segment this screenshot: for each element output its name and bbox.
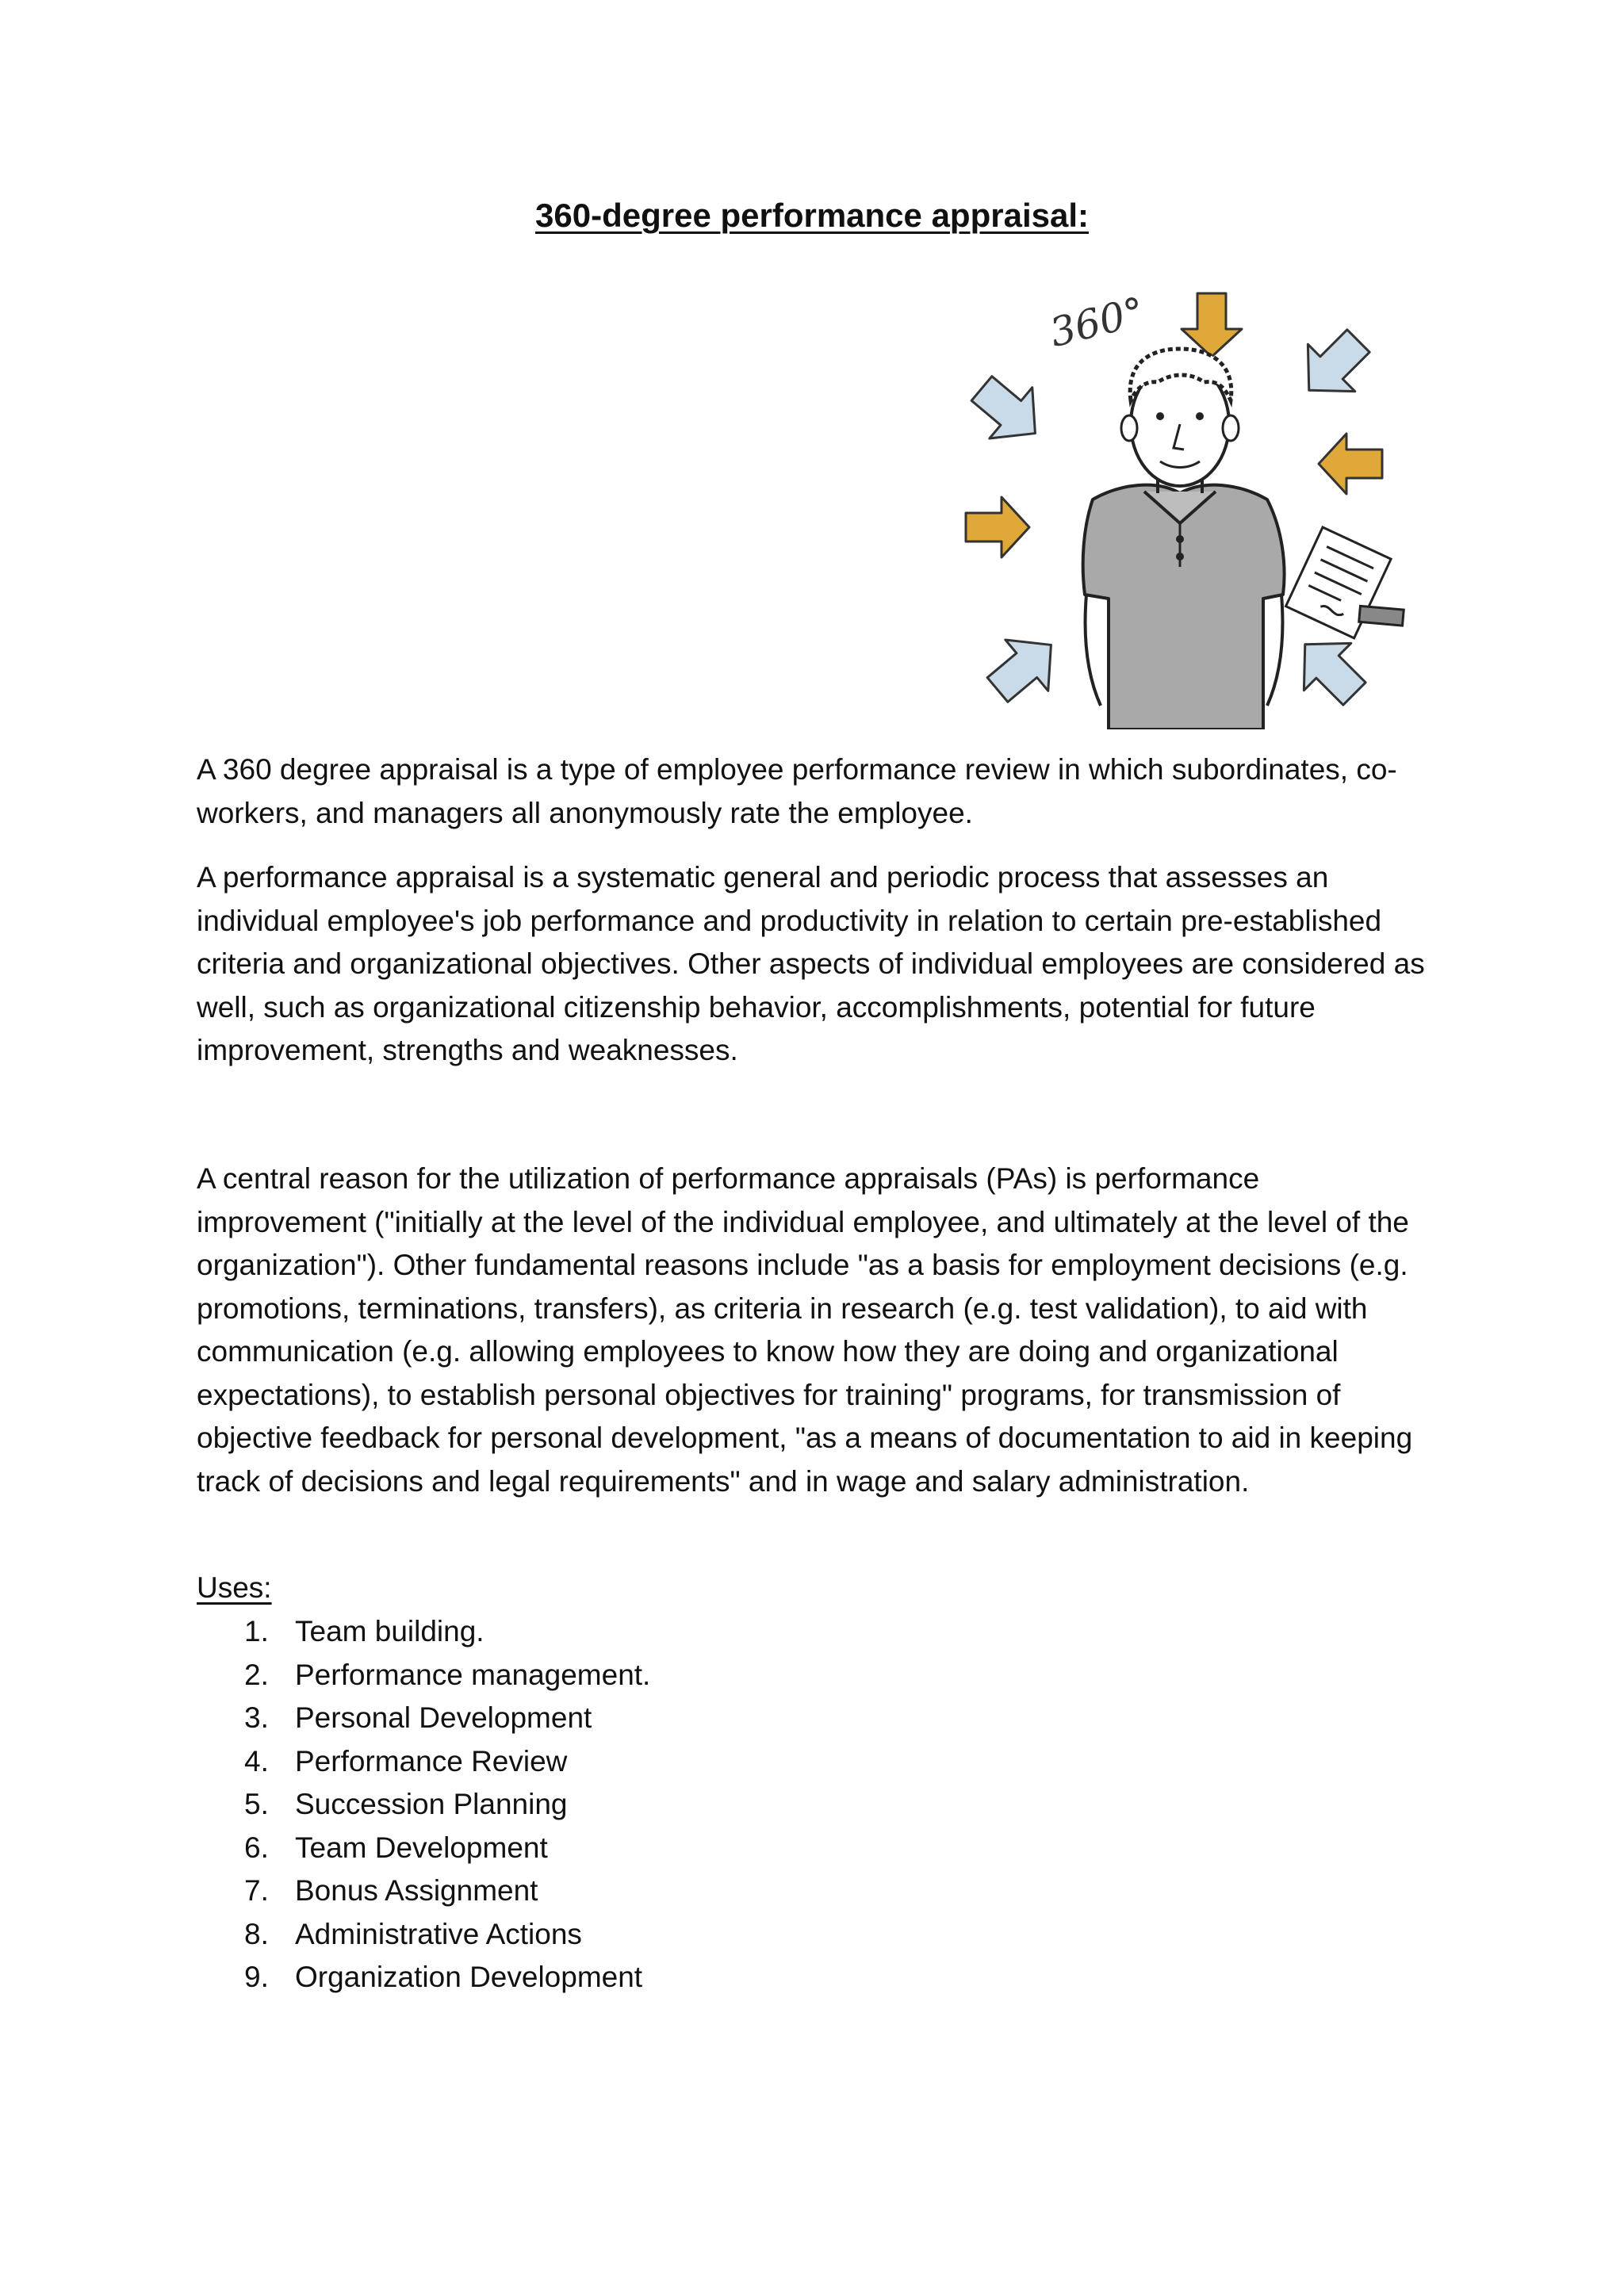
- list-item-text: Team Development: [295, 1831, 548, 1864]
- list-item: [197, 1869, 650, 1913]
- orange-arrow-right-icon: [1319, 434, 1382, 494]
- blue-arrow-top-right-icon: [1285, 317, 1382, 414]
- list-item-number: 3.: [244, 1701, 269, 1734]
- uses-list: [197, 1610, 650, 1999]
- blue-arrow-upper-left-icon: [960, 363, 1056, 459]
- list-item-number: 8.: [244, 1917, 269, 1950]
- uses-heading: Uses:: [197, 1571, 272, 1604]
- list-item-number: 6.: [244, 1831, 269, 1864]
- blue-arrow-lower-right-icon: [1281, 621, 1378, 718]
- person-figure: [1083, 349, 1285, 729]
- list-item: [197, 1913, 650, 1957]
- list-item: [197, 1654, 650, 1697]
- document-with-pen-icon: [1286, 527, 1427, 654]
- list-item: [197, 1783, 650, 1827]
- list-item-number: 9.: [244, 1961, 269, 1993]
- paragraph-reasons: A central reason for the utilization of performance appraisals (PAs) is performance improvement ("initially at the level of the individual employee, and ultimately at the level of the organization"). Other fundamental reasons include "as a basis for employment decisions (e.g. promotions, terminations, transfers), as criteria in research (e.g. test validation), to aid with communication (e.g. allowing employees to know how they are doing and organizational expectations), to establish personal objectives for training" programs, for transmission of objective feedback for personal development, "as a means of documentation to aid in keeping track of decisions and legal requirements" and in wage and salary administration.: [197, 1162, 1413, 1498]
- list-item-number: 5.: [244, 1788, 269, 1820]
- list-item-text: Performance Review: [295, 1744, 568, 1777]
- list-item-number: 4.: [244, 1744, 269, 1777]
- illustration-360-label: 360°: [1045, 288, 1150, 357]
- list-item: [197, 1740, 650, 1784]
- list-item-number: 7.: [244, 1874, 269, 1907]
- list-item-text: Administrative Actions: [295, 1917, 582, 1950]
- page-title: 360-degree performance appraisal:: [535, 197, 1089, 234]
- list-item-text: Bonus Assignment: [295, 1874, 538, 1907]
- list-item-text: Performance management.: [295, 1658, 651, 1691]
- list-item-text: Organization Development: [295, 1961, 643, 1993]
- paragraph-definition-360: A 360 degree appraisal is a type of employee performance review in which subordinates, co-workers, and managers all anonymously rate the employee.: [197, 753, 1397, 829]
- list-item-number: 2.: [244, 1658, 269, 1691]
- list-item: [197, 1956, 650, 1999]
- person-360-feedback-illustration: [950, 262, 1442, 729]
- list-item: [197, 1827, 650, 1870]
- list-item-text: Team building.: [295, 1615, 485, 1647]
- orange-arrow-left-icon: [966, 497, 1029, 557]
- paragraph-performance-appraisal: A performance appraisal is a systematic general and periodic process that assesses an individual employee's job performance and productivity in relation to certain pre-established criteria and organizational objectives. Other aspects of individual employees are considered as well, such as organizational citizenship behavior, accomplishments, potential for future improvement, strengths and weaknesses.: [197, 861, 1425, 1066]
- list-item-text: Personal Development: [295, 1701, 592, 1734]
- list-item: [197, 1610, 650, 1654]
- blue-arrow-lower-left-icon: [976, 619, 1072, 715]
- list-item-number: 1.: [244, 1615, 269, 1647]
- list-item: [197, 1697, 650, 1740]
- list-item-text: Succession Planning: [295, 1788, 568, 1820]
- orange-arrow-top-icon: [1182, 293, 1242, 357]
